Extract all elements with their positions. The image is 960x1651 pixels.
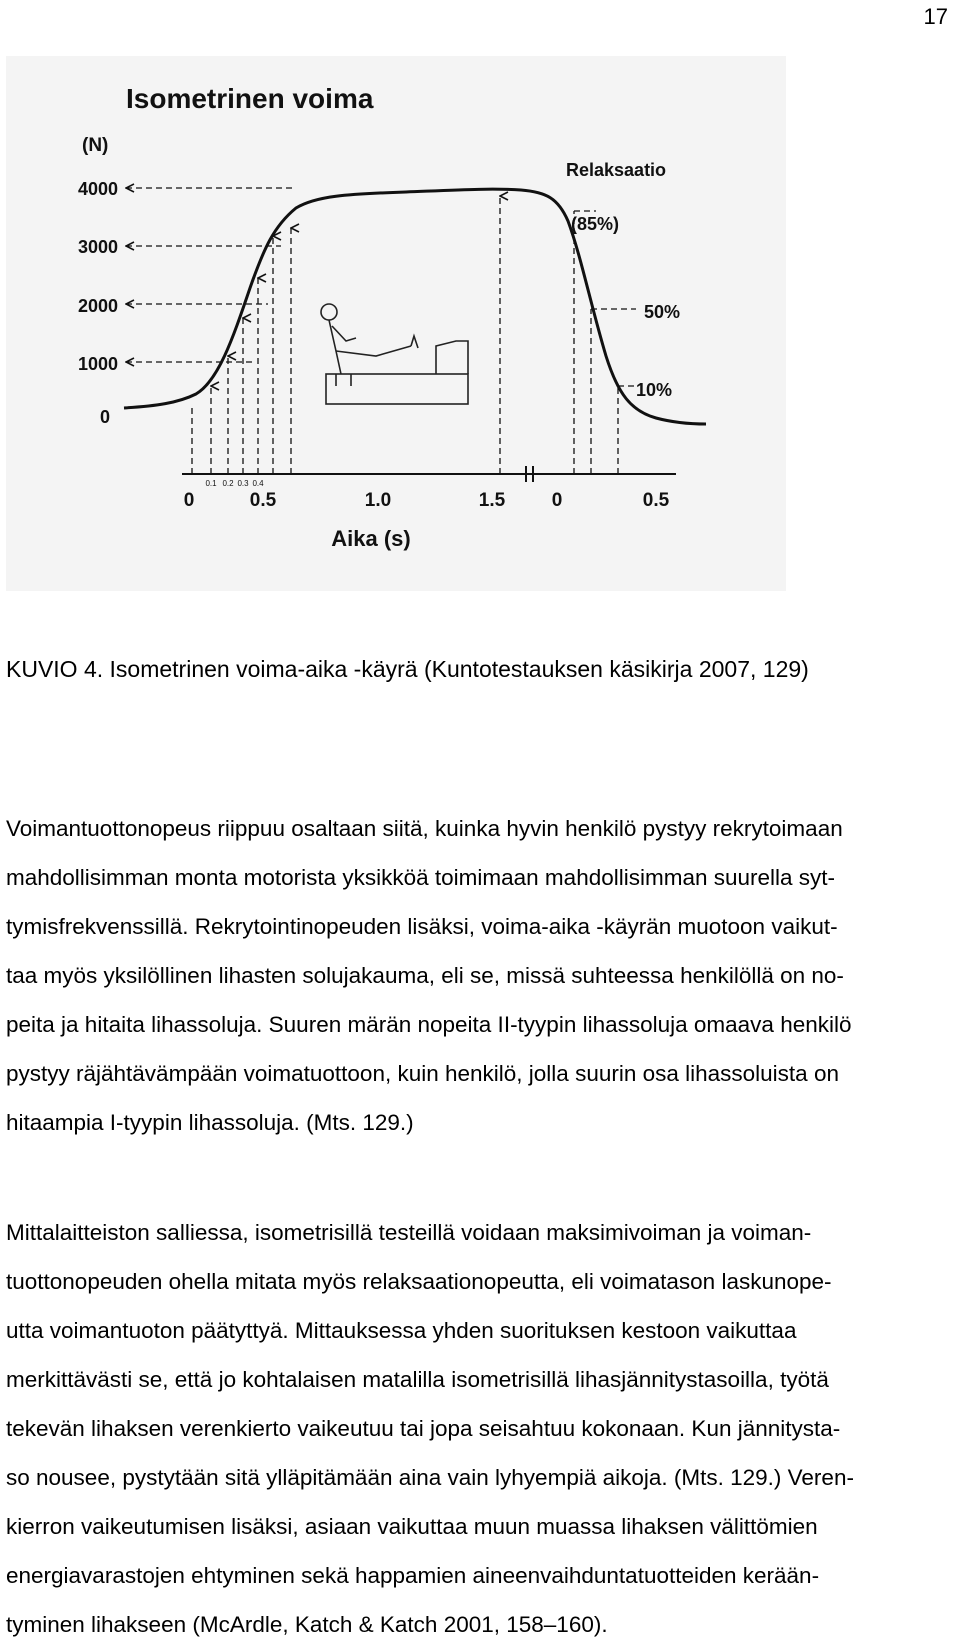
- measurement-apparatus-illustration: [321, 304, 468, 404]
- x-tick-small: 0.1: [205, 479, 217, 488]
- relaxation-label: Relaksaatio: [566, 160, 667, 180]
- text-line: so nousee, pystytään sitä ylläpitämään aina vain lyhyempiä aikoja. (Mts. 129.) Veren-: [6, 1465, 854, 1490]
- y-tick-label: 3000: [77, 237, 118, 257]
- x-tick-small: 0.2: [222, 479, 234, 488]
- text-line: tymisfrekvenssillä. Rekrytointinopeuden lisäksi, voima-aika -käyrän muotoon vaikut-: [6, 914, 838, 939]
- y-unit-label: (N): [82, 135, 109, 156]
- text-line: mahdollisimman monta motorista yksikköä toimimaan mahdollisimman suurella syt-: [6, 865, 836, 890]
- text-line: energiavarastojen ehtyminen sekä happamien aineenvaihduntatuotteiden kerään-: [6, 1563, 820, 1588]
- force-time-diagram: [6, 56, 786, 591]
- figure-title: Isometrinen voima: [126, 83, 374, 114]
- paragraph-2: [6, 1208, 950, 1649]
- x-tick-label: 0.5: [249, 490, 277, 511]
- x-axis-label: Aika (s): [331, 526, 411, 551]
- text-line: merkittävästi se, että jo kohtalaisen matalilla isometrisillä lihasjännitystasoilla, työtä: [6, 1367, 829, 1392]
- x-tick-label: 0: [183, 490, 195, 511]
- x-tick-label: 0.5: [642, 490, 670, 511]
- x-tick-label: 1.5: [478, 490, 506, 511]
- figure-caption: KUVIO 4. Isometrinen voima-aika -käyrä (Kuntotestauksen käsikirja 2007, 129): [6, 656, 809, 682]
- text-line: Mittalaitteiston salliessa, isometrisillä testeillä voidaan maksimivoiman ja voiman-: [6, 1220, 812, 1245]
- paragraph-1: [6, 804, 950, 1147]
- x-tick-label: 1.0: [364, 490, 392, 511]
- text-line: tekevän lihaksen verenkierto vaikeutuu tai jopa seisahtuu kokonaan. Kun jännitysta-: [6, 1416, 841, 1441]
- relax-level-50: 50%: [644, 302, 681, 322]
- text-line: Voimantuottonopeus riippuu osaltaan siitä, kuinka hyvin henkilö pystyy rekrytoimaan: [6, 816, 843, 841]
- text-line: utta voimantuoton päätyttyä. Mittauksessa yhden suorituksen kestoon vaikuttaa: [6, 1318, 797, 1343]
- text-line: peita ja hitaita lihassoluja. Suuren märän nopeita II-tyypin lihassoluja omaava henkilö: [6, 1012, 852, 1037]
- text-line: tyminen lihakseen (McArdle, Katch & Katch 2001, 158–160).: [6, 1612, 608, 1637]
- x-tick-small: 0.3: [237, 479, 249, 488]
- y-tick-label: 4000: [77, 179, 118, 199]
- x-tick-small: 0.4: [252, 479, 264, 488]
- relax-level-10: 10%: [636, 380, 673, 400]
- relax-level-85: (85%): [571, 214, 620, 234]
- force-time-figure: [6, 56, 786, 591]
- text-line: kierron vaikeutumisen lisäksi, asiaan vaikuttaa muun muassa lihaksen välittömien: [6, 1514, 818, 1539]
- y-tick-label: 1000: [77, 354, 118, 374]
- page-number: 17: [923, 4, 948, 29]
- y-tick-label: 2000: [77, 296, 118, 316]
- text-line: tuottonopeuden ohella mitata myös relaksaationopeutta, eli voimatason laskunope-: [6, 1269, 832, 1294]
- text-line: taa myös yksilöllinen lihasten solujakauma, eli se, missä suhteessa henkilöllä on no-: [6, 963, 844, 988]
- y-tick-label: 0: [99, 407, 110, 427]
- text-line: hitaampia I-tyypin lihassoluja. (Mts. 129.): [6, 1110, 414, 1135]
- x-tick-label: 0: [551, 490, 563, 511]
- text-line: pystyy räjähtävämpään voimatuottoon, kuin henkilö, jolla suurin osa lihassoluista on: [6, 1061, 839, 1086]
